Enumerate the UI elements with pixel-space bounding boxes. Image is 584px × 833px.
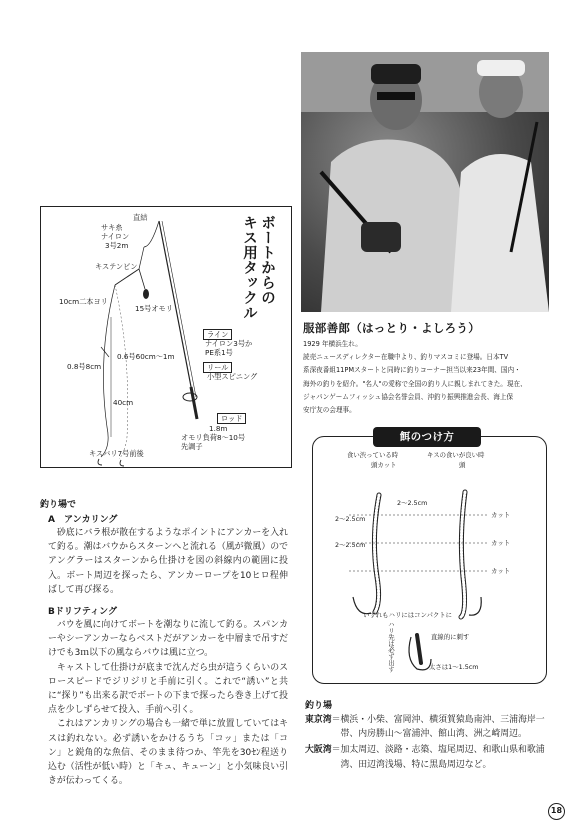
profile-bio xyxy=(303,338,551,417)
spots-list xyxy=(305,713,555,774)
spot-text: 加太周辺、淡路・志築、塩尾周辺、和歌山県和歌浦湾、田辺湾浅場、特に黒島周辺など。 xyxy=(340,745,545,770)
paragraph: これはアンカリングの場合も一緒で単に放置していてはキスは釣れない。必ず誘いをかけるうち「コッ」または「コン」と鋭角的な魚信、そのまま待つか、竿先を30ｾﾝ程送り込む（活性が低い時）と「キュ、キューン」と小気味良い引きが伝わってくる。 xyxy=(48,719,288,787)
label-hook: キスバリ7号前後 xyxy=(89,449,144,458)
bio-line: 1929 年横浜生れ。 xyxy=(303,340,362,348)
label-08: 0.8号8cm xyxy=(67,362,102,371)
tackle-title-2: キス用タックル xyxy=(241,215,257,320)
spot-eq: ＝ xyxy=(331,745,341,756)
size-2: 2～2.5cm xyxy=(335,515,366,523)
list-item xyxy=(305,743,555,771)
size-1: 2～2.5cm xyxy=(397,499,428,507)
paragraph: バウを風に向けてボートを潮なりに流して釣る。スパンカーやシーアンカーならベストだがアンカーを中層まで吊すだけでも3ｍ以下の風ならバウは風に立つ。 xyxy=(48,620,288,659)
label-omori: 15号オモリ xyxy=(135,304,173,313)
drifting-text xyxy=(48,618,288,788)
drifting-heading: Bドリフティング xyxy=(48,607,117,617)
sunglasses xyxy=(377,92,415,100)
anchoring-text xyxy=(48,526,288,597)
rod-grip xyxy=(191,387,197,419)
sinker-line xyxy=(139,269,145,289)
spot-region: 東京湾 xyxy=(305,715,332,725)
tag-rod: ロッド xyxy=(217,413,246,424)
cut-top-right: 頭 xyxy=(459,461,466,469)
line-spec-2: PE系1号 xyxy=(205,348,233,357)
anchoring-heading: A アンカリング xyxy=(48,515,118,525)
cut-2: カット xyxy=(491,539,511,547)
reel-spec: 小型スピニング xyxy=(207,372,258,381)
cap xyxy=(371,64,421,84)
label-sakiito: サキ糸 xyxy=(101,223,123,232)
bio-line: 読売ニュースディレクター在職中より、釣りマスコミに登場。日本TV xyxy=(303,353,509,362)
thickness-label: 太さは1～1.5cm xyxy=(429,663,479,671)
rod-spec-1: 1.8m xyxy=(209,424,228,433)
section-heading: 釣り場で xyxy=(40,500,77,510)
second-person xyxy=(451,154,549,312)
bio-line: ジャパンゲームフィッシュ協会名誉会員、沖釣り振興推進会長、海上保 xyxy=(303,392,514,401)
profile-name: 服部善郎（はっとり・よしろう） xyxy=(303,321,480,335)
sinker xyxy=(143,289,149,299)
label-tenbin: キステンビン xyxy=(95,262,138,271)
label-nihon-yori: 10cm二本ヨリ xyxy=(59,297,108,306)
bio-line: 安庁友の会理事。 xyxy=(303,406,356,415)
hook xyxy=(98,459,102,465)
hook-alt xyxy=(120,460,124,466)
label-chokketsu: 直結 xyxy=(133,213,148,222)
spots-heading: 釣り場 xyxy=(305,701,333,711)
bait-caption: いずれもハリにはコンパクトに xyxy=(363,611,453,619)
hook-right xyxy=(469,597,481,615)
tackle-diagram xyxy=(40,206,292,468)
label-haris-len: 0.6号60cm～1m xyxy=(117,352,175,361)
tag-reel: リール xyxy=(203,362,232,373)
tag-line: ライン xyxy=(203,329,232,340)
cut-top-left: 頭カット xyxy=(371,461,397,469)
harisu-line xyxy=(101,285,115,457)
tackle-title-1: ボートからの xyxy=(259,215,275,305)
bait-illustration xyxy=(313,437,548,685)
label-nylon-size: 3号2m xyxy=(105,241,129,250)
page-number: 18 xyxy=(548,803,565,820)
bio-line: 海外の釣りを紹介。"名人"の愛称で全国の釣り人に親しまれてきた。現在、 xyxy=(303,379,527,388)
cut-1: カット xyxy=(491,511,511,519)
spot-region: 大阪湾 xyxy=(305,745,332,756)
paragraph: 砂底にバラ根が散在するようなポイントにアンカーを入れて釣る。潮はバウからスターンへと流れる（風が微風）ので アングラーはスターンから仕掛けを図の斜線内の範囲に投入。ボート周辺を探ったら、アンカーロープを10ヒロ程伸ばして再び探る。 xyxy=(48,528,288,595)
cut-3: カット xyxy=(491,567,511,575)
harisaki-label: ハリ先は必ず出す xyxy=(387,621,395,673)
harisu-alt xyxy=(115,285,128,459)
size-3: 2～2.5cm xyxy=(335,541,366,549)
list-item xyxy=(305,713,555,741)
hands xyxy=(361,222,401,252)
photo-illustration xyxy=(301,52,549,312)
edahisu-branch xyxy=(101,347,109,357)
spot-text: 横浜・小柴、富岡沖、横須賀猿島南沖、三浦海岸一帯、内房勝山～富浦沖、館山湾、洲之崎周辺。 xyxy=(340,715,545,740)
label-nylon: ナイロン xyxy=(101,232,130,241)
main-line xyxy=(144,221,159,247)
spot-eq: ＝ xyxy=(331,715,341,725)
col-right-label: キスの食いが良い時 xyxy=(427,451,485,459)
rod-spec-2: オモリ負荷8～10号 xyxy=(181,433,246,442)
angler-photo xyxy=(301,52,549,312)
bait-diagram xyxy=(312,431,547,684)
label-40cm: 40cm xyxy=(113,398,134,407)
paragraph: キャストして仕掛けが底まで沈んだら虫が這うくらいのスロースピードでジリジリと手前に引く。これで“誘い”と共に“探り”も出来る訳でボートの下まで探ったら巻き上げて投点を少しずらせて投入、手前へ引く。 xyxy=(48,662,288,716)
bio-line: 系深夜番組11PMスタートと同時に釣りコーナー担当以来23年間、国内・ xyxy=(303,366,521,375)
rod-spec-3: 先調子 xyxy=(181,442,203,451)
line-spec-1: ナイロン3号か xyxy=(205,339,253,348)
bait-title: 餌のつけ方 xyxy=(373,427,481,447)
reel xyxy=(183,393,197,401)
col-left-label: 食い渋っている時 xyxy=(347,451,399,459)
leader-line xyxy=(139,247,144,269)
straight-label: 直線的に刺す xyxy=(431,633,470,641)
